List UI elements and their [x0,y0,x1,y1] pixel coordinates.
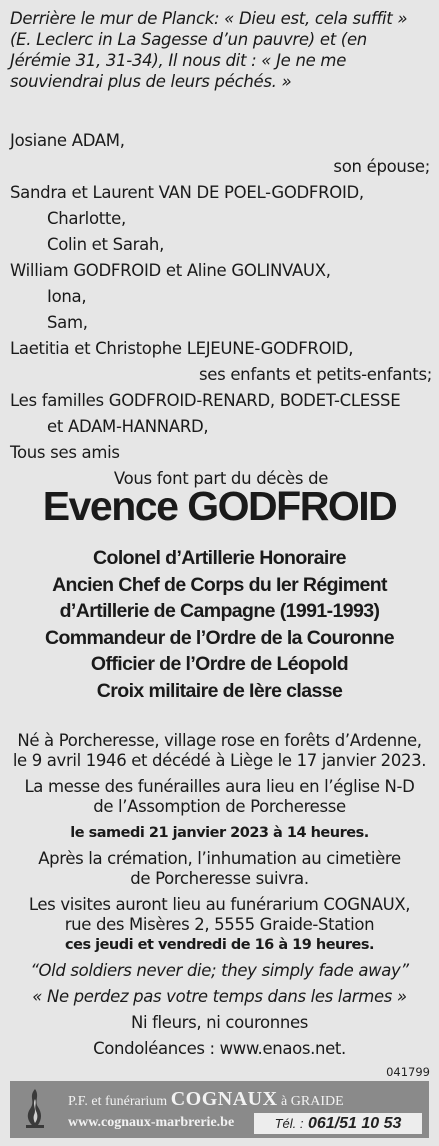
honor-title: d’Artillerie de Campagne (1991-1993) [59,600,380,622]
family-line: Les familles GODFROID-RENARD, BODET-CLESSE [10,391,401,410]
reference-number: 041799 [386,1065,430,1079]
family-line: Iona, [47,287,87,306]
announcement-line: Vous font part du décès de [113,469,329,488]
family-line: son épouse; [333,157,430,176]
family-line: Charlotte, [47,209,126,228]
family-line: Laetitia et Christophe LEJEUNE-GODFROID, [10,339,354,358]
phone-number: 061/51 10 53 [307,1115,402,1132]
tears-quote: « Ne perdez pas votre temps dans les larmes » [32,987,407,1006]
honor-title: Officier de l’Ordre de Léopold [90,653,349,675]
phone-label: Tél. : [274,1116,304,1131]
visits-line: Les visites auront lieu au funérarium COGNAUX, [28,895,411,914]
family-line: et ADAM-HANNARD, [47,417,209,436]
funeral-home-prefix: P.F. et funérarium [68,1094,168,1109]
birth-death-line: le 9 avril 1946 et décédé à Liège le 17 janvier 2023. [12,751,427,770]
funeral-home-brand: COGNAUX [170,1088,278,1110]
family-list [10,128,432,492]
mass-line: de l’Assomption de Porcheresse [93,797,346,816]
family-line: Sandra et Laurent VAN DE POEL-GODFROID, [10,183,364,202]
visits-hours: ces jeudi et vendredi de 16 à 19 heures. [65,937,374,953]
soldiers-quote: “Old soldiers never die; they simply fade away” [30,961,409,980]
funeral-home-location: à GRAIDE [281,1094,344,1109]
family-line: Tous ses amis [10,443,120,462]
funeral-info [4,731,435,1059]
funeral-home-banner [10,1081,429,1138]
mass-line: La messe des funérailles aura lieu en l’église N-D [24,777,415,796]
deceased-name: Evence GODFROID [42,483,397,529]
family-line: ses enfants et petits-enfants; [198,365,432,384]
family-line: William GODFROID et Aline GOLINVAUX, [10,261,331,280]
condolences-line: Condoléances : www.enaos.net. [93,1039,346,1058]
opening-quote: Derrière le mur de Planck: « Dieu est, cela suffit » (E. Leclerc in La Sagesse d’un pauvre) et (en Jérémie 31, 31-34), Il nous dit : « Je ne me souviendrai plus de leurs péchés. » [10,9,408,91]
funeral-home-website[interactable]: www.cognaux-marbrerie.be [68,1115,235,1130]
no-flowers-line: Ni fleurs, ni couronnes [130,1013,309,1032]
burial-line: de Porcheresse suivra. [130,869,309,888]
honor-title: Commandeur de l’Ordre de la Couronne [45,626,394,649]
honor-title: Croix militaire de Ière classe [96,679,343,702]
family-line: Josiane ADAM, [10,131,125,150]
birth-death-line: Né à Porcheresse, village rose en forêts d’Ardenne, [17,731,422,750]
family-line: Colin et Sarah, [47,235,165,254]
funeral-home-name [68,1087,423,1111]
burial-line: Après la crémation, l’inhumation au cimetière [38,849,401,868]
family-line: Sam, [47,313,88,332]
mass-date: le samedi 21 janvier 2023 à 14 heures. [70,825,369,841]
honors-list [0,545,439,704]
phone-box[interactable] [254,1113,422,1134]
visits-line: rue des Misères 2, 5555 Graide-Station [64,915,375,934]
honor-title: Ancien Chef de Corps du Ier Régiment [52,573,387,596]
honor-title: Colonel d’Artillerie Honoraire [93,547,346,569]
flame-logo-icon [18,1087,52,1131]
